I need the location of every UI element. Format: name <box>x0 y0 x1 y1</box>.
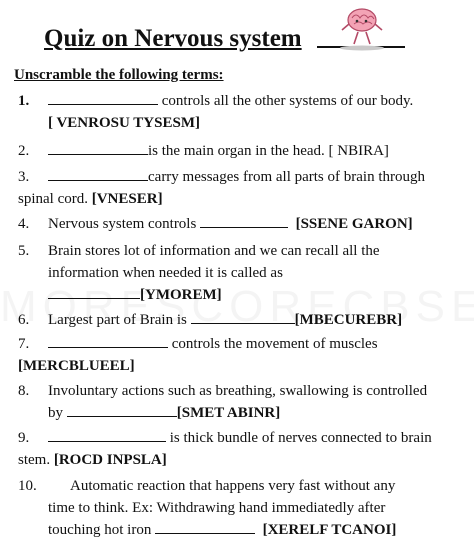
scrambled-word: [XERELF TCANOI] <box>262 522 397 538</box>
question-text: is the main organ in the head. [ NBIRA] <box>148 143 389 159</box>
question-text: Automatic reaction that happens very fast without any <box>70 478 396 494</box>
instructions-heading: Unscramble the following terms: <box>14 67 224 83</box>
scrambled-word: [SSENE GARON] <box>295 216 413 232</box>
scrambled-word: [ VENROSU TYSESM] <box>48 115 200 131</box>
question-text-cont: touching hot iron <box>48 522 156 538</box>
scrambled-word: [SMET ABINR] <box>176 405 281 421</box>
question-1 <box>18 90 468 134</box>
question-text-cont: stem. <box>18 452 54 468</box>
answer-blank <box>191 311 295 324</box>
scrambled-word: [MBECUREBR] <box>294 312 403 328</box>
question-text-cont: spinal cord. <box>18 191 92 207</box>
answer-blank <box>155 521 255 534</box>
question-text: controls the movement of muscles <box>168 336 378 352</box>
question-text: Nervous system controls <box>48 216 201 232</box>
question-8 <box>18 380 468 424</box>
answer-blank <box>48 335 168 348</box>
question-text-cont: time to think. Ex: Withdrawing hand immediatedly after <box>48 500 386 516</box>
question-number: 7. <box>18 336 30 352</box>
question-text: is thick bundle of nerves connected to brain <box>166 430 432 446</box>
question-text: Largest part of Brain is <box>48 312 191 328</box>
question-number: 9. <box>18 430 30 446</box>
question-number: 1. <box>18 93 30 109</box>
question-number: 10. <box>18 478 37 494</box>
question-number: 2. <box>18 143 30 159</box>
scrambled-word: [MERCBLUEEL] <box>18 358 135 374</box>
brain-mascot-icon <box>330 2 394 52</box>
question-text-cont: by <box>48 405 67 421</box>
scrambled-word: [VNESER] <box>91 191 163 207</box>
question-number: 3. <box>18 169 30 185</box>
question-5 <box>18 240 468 306</box>
question-6 <box>18 309 468 331</box>
answer-blank <box>67 404 177 417</box>
answer-blank <box>48 286 140 299</box>
question-text: Brain stores lot of information and we can recall all the <box>48 243 380 259</box>
question-number: 6. <box>18 312 30 328</box>
question-7 <box>18 333 468 377</box>
answer-blank <box>48 168 148 181</box>
answer-blank <box>200 215 288 228</box>
question-text: Involuntary actions such as breathing, swallowing is controlled <box>48 383 428 399</box>
page-title: Quiz on Nervous system <box>44 25 302 52</box>
scrambled-word: [ROCD INPSLA] <box>53 452 167 468</box>
question-10 <box>18 475 468 541</box>
answer-blank <box>48 142 148 155</box>
question-3 <box>18 166 468 210</box>
question-text: controls all the other systems of our body. <box>158 93 414 109</box>
question-number: 8. <box>18 383 30 399</box>
answer-blank <box>48 429 166 442</box>
question-text: carry messages from all parts of brain through <box>148 169 425 185</box>
question-number: 5. <box>18 243 30 259</box>
question-9 <box>18 427 468 471</box>
question-2 <box>18 140 468 162</box>
question-number: 4. <box>18 216 30 232</box>
question-4 <box>18 213 468 235</box>
scrambled-word: [YMOREM] <box>140 287 222 303</box>
answer-blank <box>48 92 158 105</box>
question-text-cont: information when needed it is called as <box>48 265 283 281</box>
